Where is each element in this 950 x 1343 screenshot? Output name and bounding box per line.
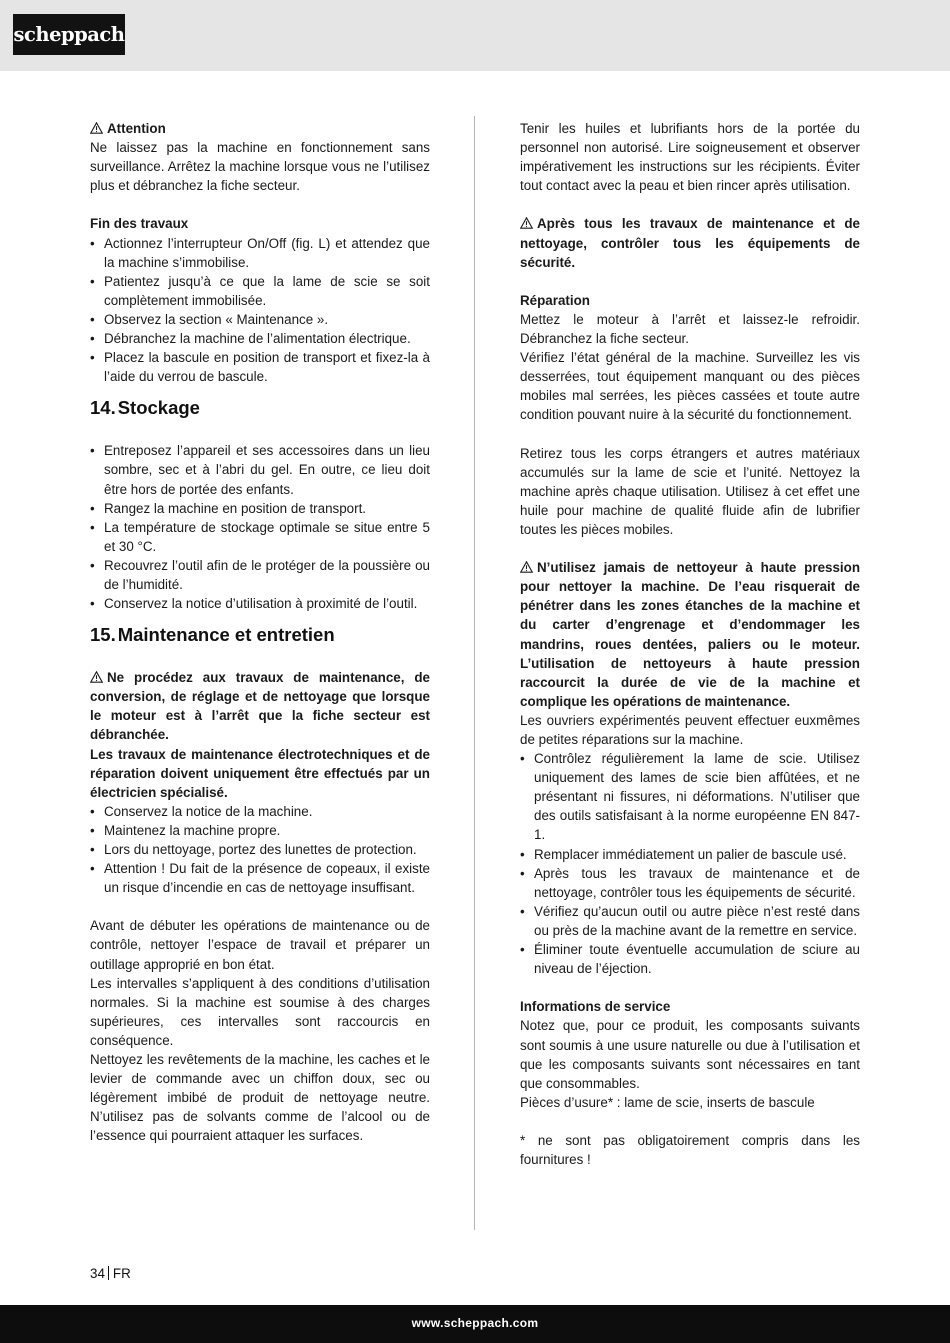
after-maintenance-warning <box>520 214 860 271</box>
list-item: • Remplacer immédiatement un palier de bascule usé. <box>520 845 860 864</box>
fin-title: Fin des travaux <box>90 216 189 232</box>
list-item: • Observez la section « Maintenance ». <box>90 310 430 329</box>
list-item: • Après tous les travaux de maintenance et de nettoyage, contrôler tous les équipements de sécurité. <box>520 864 860 902</box>
footnote: * ne sont pas obligatoirement compris dans les fournitures ! <box>520 1132 860 1168</box>
section-15-title: Maintenance et entretien <box>117 624 335 646</box>
oils-text: Tenir les huiles et lubrifiants hors de la portée du personnel non autorisé. Lire soigneusement et observer impérativement les instructions sur les récipients. Éviter tout contact avec la peau et bien rincer après utilisation. <box>520 121 860 194</box>
list-item: • Maintenez la machine propre. <box>90 821 430 840</box>
repair-text-1: Mettez le moteur à l’arrêt et laissez-le refroidir. Débranchez la fiche secteur. <box>520 311 860 347</box>
list-item: • Entreposez l’appareil et ses accessoires dans un lieu sombre, sec et à l’abri du gel. En outre, ce lieu doit être hors de portée des enfants. <box>90 441 430 498</box>
warning-triangle-icon <box>520 561 533 573</box>
pressure-washer-warning-text: N’utilisez jamais de nettoyeur à haute pression pour nettoyer la machine. De l’eau risquerait de pénétrer dans les zones étanches de la machine et du carter d’engrenage et d’endommager les mandrins, roues dentées, paliers ou le moteur. L’utilisation de nettoyeurs à haute pression raccourcit la durée de vie de la machine et complique les opérations de maintenance. <box>520 560 860 709</box>
list-item: • La température de stockage optimale se situe entre 5 et 30 °C. <box>90 518 430 556</box>
footer-bar <box>0 1305 950 1343</box>
attention-heading <box>90 119 430 138</box>
storage-list <box>90 441 430 613</box>
list-item: • Recouvrez l’outil afin de le protéger de la poussière ou de l’humidité. <box>90 556 430 594</box>
right-column <box>520 119 860 1169</box>
page-number-block <box>90 1265 131 1283</box>
website-link[interactable]: www.scheppach.com <box>411 1316 539 1330</box>
list-item: • Vérifiez qu’aucun outil ou autre pièce n’est resté dans ou près de la machine avant de la remettre en service. <box>520 902 860 940</box>
list-item: • Contrôlez régulièrement la lame de scie. Utilisez uniquement des lames de scie bien affûtées, et ne présentant ni fissures, ni déformations. N’utiliser que des outils satisfaisant à la norme européenne EN 847-1. <box>520 749 860 844</box>
workers-text: Les ouvriers expérimentés peuvent effectuer euxmêmes de petites réparations sur la machine. <box>520 712 860 747</box>
repair-text-2: Vérifiez l’état général de la machine. Surveillez les vis desserrées, tout équipement manquant ou des pièces mobiles mal serrées, les pièces cassées et toute autre condition pouvant nuire à la sécurité du fonctionnement. <box>520 350 860 423</box>
repair-title: Réparation <box>520 292 590 308</box>
section-14-title: Stockage <box>117 397 200 419</box>
maintenance-warning-text: Ne procédez aux travaux de maintenance, de conversion, de réglage et de nettoyage que lorsque le moteur est à l’arrêt que la fiche secteur est débranchée. <box>90 670 430 743</box>
attention-title: Attention <box>107 121 166 136</box>
paragraph-cleaning: Nettoyez les revêtements de la machine, les caches et le levier de commande avec un chiffon doux, sec ou légèrement imbibé de produit de nettoyage neutre. N’utilisez pas de solvants comme de l’alcool ou de l’essence qui pourraient attaquer les surfaces. <box>90 1052 430 1144</box>
list-item: • Lors du nettoyage, portez des lunettes de protection. <box>90 840 430 859</box>
maintenance-list <box>90 802 430 897</box>
service-text: Notez que, pour ce produit, les composants suivants sont soumis à une usure naturelle ou due à l’utilisation et que les composants suivants sont nécessaires en tant que consommables. <box>520 1018 860 1091</box>
page-number: 34 <box>90 1266 105 1281</box>
list-item: • Attention ! Du fait de la présence de copeaux, il existe un risque d’incendie en cas de nettoyage insuffisant. <box>90 859 430 897</box>
maintenance-electric-note: Les travaux de maintenance électrotechniques et de réparation doivent uniquement être effectués par un électricien spécialisé. <box>90 746 430 800</box>
attention-text: Ne laissez pas la machine en fonctionnement sans surveillance. Arrêtez la machine lorsque vous ne l’utilisez plus et débranchez la fiche secteur. <box>90 140 430 194</box>
section-15-heading <box>90 624 430 646</box>
pressure-washer-warning <box>520 558 860 711</box>
section-14-number: 14. <box>90 397 116 419</box>
paragraph-before-maintenance: Avant de débuter les opérations de maintenance ou de contrôle, nettoyer l’espace de travail et préparer un outillage approprié en bon état. <box>90 918 430 972</box>
list-item: • Conservez la notice de la machine. <box>90 802 430 821</box>
language-code: FR <box>112 1266 131 1281</box>
fin-list <box>90 234 430 387</box>
wear-parts-text: Pièces d’usure* : lame de scie, inserts de bascule <box>520 1094 815 1110</box>
warning-triangle-icon <box>90 671 103 683</box>
foreign-bodies-text: Retirez tous les corps étrangers et autres matériaux accumulés sur la lame de scie et l’unité. Nettoyez la machine après chaque utilisation. Utilisez à cet effet une huile pour machine de qualité fluide afin de lubrifier toutes les pièces mobiles. <box>520 445 860 537</box>
list-item: • Actionnez l’interrupteur On/Off (fig. L) et attendez que la machine s’immobilise. <box>90 234 430 272</box>
column-divider <box>474 116 475 1230</box>
list-item: • Rangez la machine en position de transport. <box>90 499 430 518</box>
warning-triangle-icon <box>520 217 533 229</box>
left-column <box>90 119 430 1146</box>
list-item: • Patientez jusqu’à ce que la lame de scie se soit complètement immobilisée. <box>90 272 430 310</box>
page-header <box>0 0 950 71</box>
list-item: • Placez la bascule en position de transport et fixez-la à l’aide du verrou de bascule. <box>90 348 430 386</box>
page-separator <box>108 1266 109 1280</box>
service-title: Informations de service <box>520 999 671 1015</box>
warning-triangle-icon <box>90 122 103 134</box>
check-list <box>520 749 860 978</box>
list-item: • Éliminer toute éventuelle accumulation de sciure au niveau de l’éjection. <box>520 940 860 978</box>
brand-logo: scheppach <box>13 14 125 55</box>
paragraph-intervals: Les intervalles s’appliquent à des conditions d’utilisation normales. Si la machine est soumise à des charges supérieures, ces intervalles sont raccourcis en conséquence. <box>90 975 430 1048</box>
after-maintenance-warning-text: Après tous les travaux de maintenance et de nettoyage, contrôler tous les équipements de sécurité. <box>520 216 860 270</box>
list-item: • Conservez la notice d’utilisation à proximité de l’outil. <box>90 594 430 613</box>
list-item: • Débranchez la machine de l’alimentation électrique. <box>90 329 430 348</box>
maintenance-warning <box>90 668 430 744</box>
section-15-number: 15. <box>90 624 116 646</box>
section-14-heading <box>90 397 430 419</box>
